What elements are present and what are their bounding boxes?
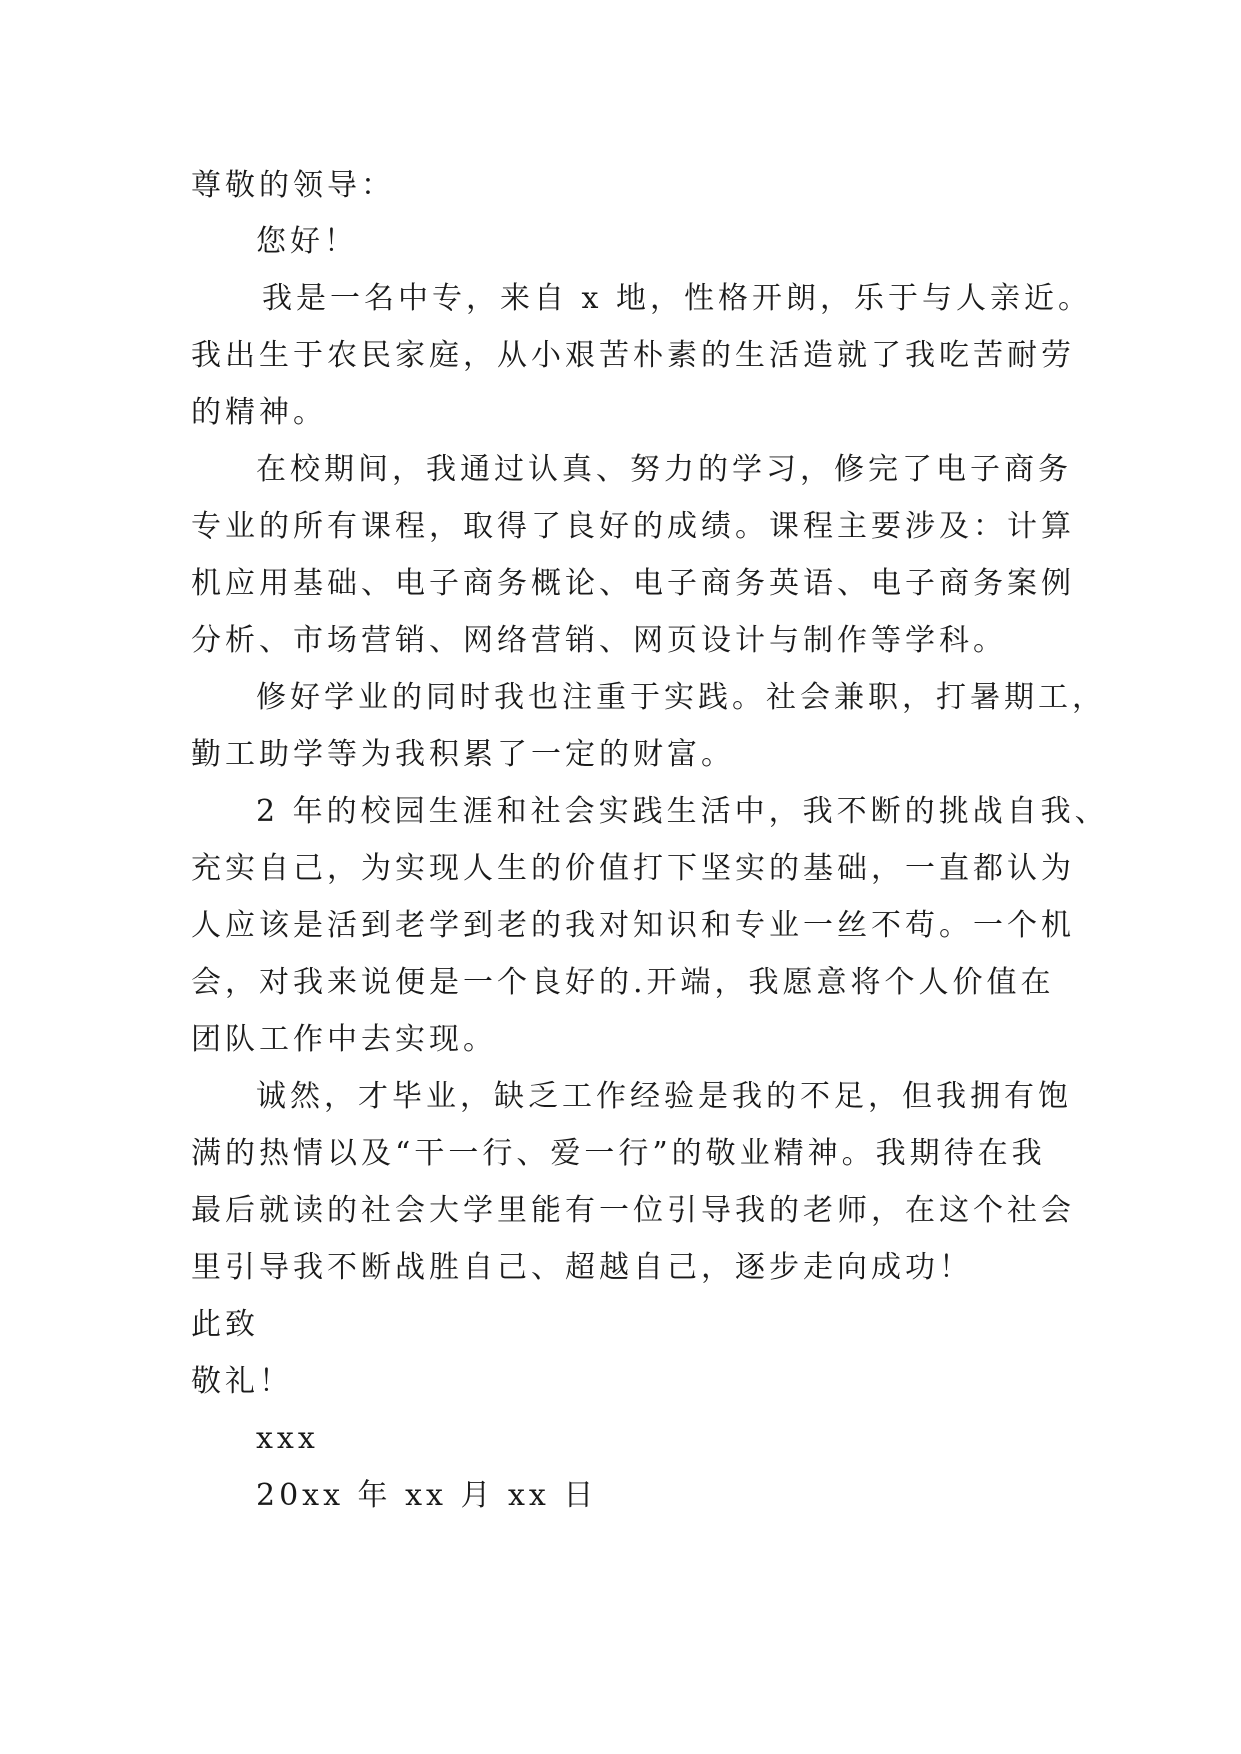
paragraph-line: 我出生于农民家庭，从小艰苦朴素的生活造就了我吃苦耐劳 — [191, 338, 1075, 373]
closing-line-1: 此致 — [191, 1307, 259, 1342]
paragraph-line: 机应用基础、电子商务概论、电子商务英语、电子商务案例 — [191, 566, 1075, 601]
paragraph-line: 人应该是活到老学到老的我对知识和专业一丝不苟。一个机 — [191, 908, 1075, 943]
date: 20xx 年 xx 月 xx 日 — [256, 1478, 598, 1513]
paragraph-line: 里引导我不断战胜自己、超越自己，逐步走向成功！ — [191, 1250, 973, 1285]
paragraph-line: 最后就读的社会大学里能有一位引导我的老师，在这个社会 — [191, 1193, 1075, 1228]
paragraph-line: 诚然，才毕业，缺乏工作经验是我的不足，但我拥有饱 — [256, 1079, 1072, 1114]
paragraph-line: 在校期间，我通过认真、努力的学习，修完了电子商务 — [256, 452, 1072, 487]
paragraph-line: 满的热情以及“干一行、爱一行”的敬业精神。我期待在我 — [191, 1136, 1046, 1171]
greeting: 您好！ — [256, 224, 358, 259]
paragraph-line: 我是一名中专，来自 x 地，性格开朗，乐于与人亲近。 — [262, 281, 1092, 316]
paragraph-line: 修好学业的同时我也注重于实践。社会兼职，打暑期工， — [256, 680, 1106, 715]
salutation: 尊敬的领导： — [191, 168, 395, 203]
paragraph-line: 专业的所有课程，取得了良好的成绩。课程主要涉及：计算 — [191, 509, 1075, 544]
paragraph-line: 团队工作中去实现。 — [191, 1022, 497, 1057]
paragraph-line: 2 年的校园生涯和社会实践生活中，我不断的挑战自我、 — [256, 794, 1109, 829]
closing-line-2: 敬礼！ — [191, 1364, 293, 1399]
paragraph-line: 勤工助学等为我积累了一定的财富。 — [191, 737, 735, 772]
paragraph-line: 分析、市场营销、网络营销、网页设计与制作等学科。 — [191, 623, 1007, 658]
signature: xxx — [256, 1421, 319, 1456]
paragraph-line: 会，对我来说便是一个良好的.开端，我愿意将个人价值在 — [191, 965, 1055, 1000]
paragraph-line: 充实自己，为实现人生的价值打下坚实的基础，一直都认为 — [191, 851, 1075, 886]
paragraph-line: 的精神。 — [191, 395, 327, 430]
